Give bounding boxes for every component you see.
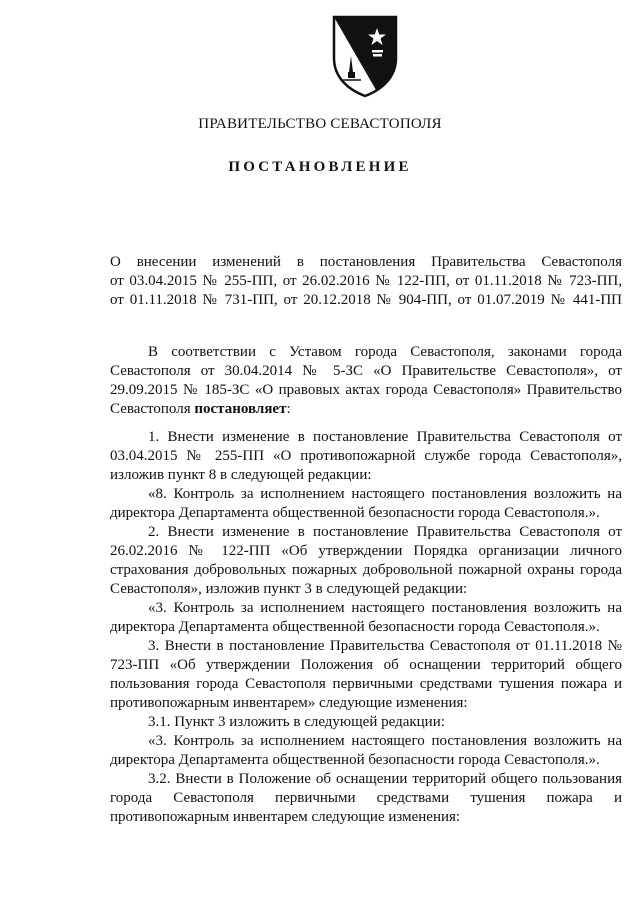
item-1: 1. Внести изменение в постановление Правительства Севастополя от 03.04.2015 № 255-ПП «О противопожарной службе города Севастополя», изложив пункт 8 в следующей редакции: xyxy=(110,429,622,483)
decree-word: постановляет xyxy=(194,401,287,417)
preamble-paragraph xyxy=(110,343,622,419)
preamble-text: В соответствии с Уставом города Севастополя, законами города Севастополя от 30.04.2014 № 5-ЗС «О Правительстве Севастополя», от 29.09.2015 № 185-ЗС «О правовых актах города Севастополя» Правительство Севастополя xyxy=(110,344,622,417)
subject-line: от 03.04.2015 № 255-ПП, от 26.02.2016 № 122-ПП, от 01.11.2018 № 723-ПП, xyxy=(110,273,622,289)
item-2-quote: «3. Контроль за исполнением настоящего постановления возложить на директора Департамента общественной безопасности города Севастополя.». xyxy=(110,600,622,635)
coat-of-arms-emblem xyxy=(331,14,399,98)
item-3-1: 3.1. Пункт 3 изложить в следующей редакции: xyxy=(148,714,445,730)
subject-line: О внесении изменений в постановления Правительства Севастополя xyxy=(110,254,622,270)
document-type-title: ПОСТАНОВЛЕНИЕ xyxy=(228,159,412,175)
preamble xyxy=(110,343,622,419)
document-body xyxy=(110,428,622,827)
item-3-2: 3.2. Внести в Положение об оснащении территорий общего пользования города Севастополя первичными средствами тушения пожара и противопожарным инвентарем следующие изменения: xyxy=(110,771,622,825)
government-name: ПРАВИТЕЛЬСТВО СЕВАСТОПОЛЯ xyxy=(198,116,442,132)
item-3-1-quote: «3. Контроль за исполнением настоящего постановления возложить на директора Департамента общественной безопасности города Севастополя.». xyxy=(110,733,622,768)
item-1-quote: «8. Контроль за исполнением настоящего постановления возложить на директора Департамента общественной безопасности города Севастополя.». xyxy=(110,486,622,521)
item-3: 3. Внести в постановление Правительства Севастополя от 01.11.2018 № 723-ПП «Об утверждении Положения об оснащении территорий общего пользования города Севастополя первичными средствами тушения пожара и противопожарным инвентарем» следующие изменения: xyxy=(110,638,622,711)
preamble-colon: : xyxy=(286,401,291,417)
document-subject xyxy=(110,253,622,310)
item-2: 2. Внести изменение в постановление Правительства Севастополя от 26.02.2016 № 122-ПП «Об утверждении Порядка организации личного страхования добровольных пожарных добровольной пожарной охраны города Севастополя», изложив пункт 3 в следующей редакции: xyxy=(110,524,622,597)
subject-line: от 01.11.2018 № 731-ПП, от 20.12.2018 № 904-ПП, от 01.07.2019 № 441-ПП xyxy=(110,292,622,308)
